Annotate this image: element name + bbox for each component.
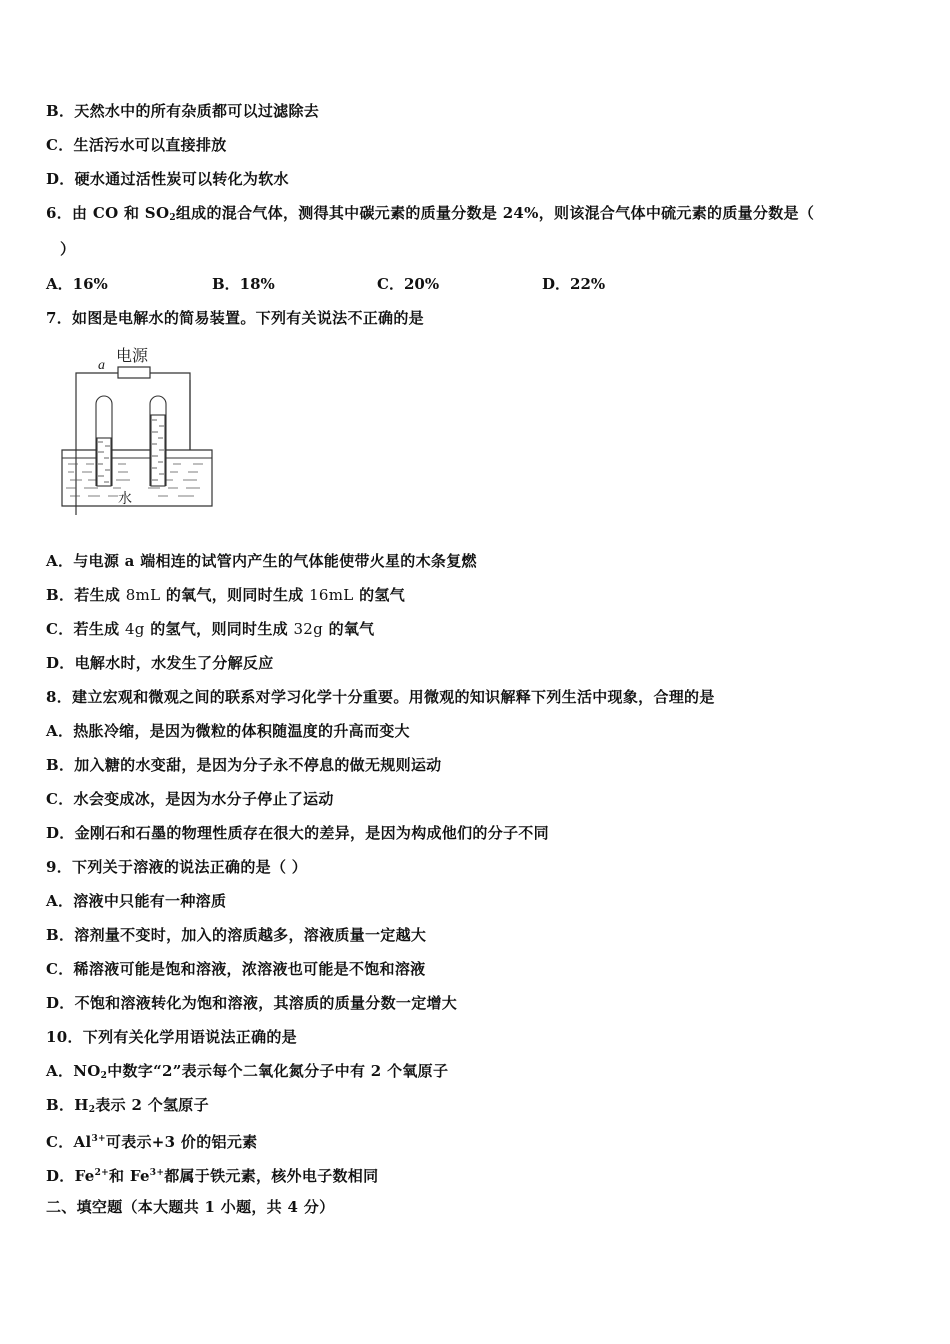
q10-option-b: B．$H_2$表示 2 个氢原子 [46, 1096, 209, 1115]
water-hatching [66, 464, 203, 496]
q7-option-c: C．若生成 4g 的氢气，则同时生成 32g 的氧气 [46, 620, 375, 638]
q7-option-a: A．与电源 a 端相连的试管内产生的气体能使带火星的木条复燃 [46, 552, 477, 570]
q8-option-a: A．热胀冷缩，是因为微粒的体积随温度的升高而变大 [46, 722, 410, 740]
q6-option-a: A．16% [46, 275, 108, 293]
q10-stem: 10．下列有关化学用语说法正确的是 [46, 1028, 297, 1046]
q5-option-b: B．天然水中的所有杂质都可以过滤除去 [46, 102, 320, 120]
test-tube-right [150, 396, 166, 486]
q7-stem: 7．如图是电解水的简易装置。下列有关说法不正确的是 [46, 309, 424, 327]
water-label: 水 [118, 491, 132, 507]
q6-option-c: C．20% [377, 275, 440, 293]
power-source-box [118, 367, 150, 378]
q8-option-c: C．水会变成冰，是因为水分子停止了运动 [46, 790, 334, 808]
q6-option-d: D．22% [542, 275, 606, 293]
q10-option-a: A．$NO_2$中数字“2”表示每个二氧化氮分子中有 2 个氧原子 [46, 1062, 449, 1081]
q8-option-d: D．金刚石和石墨的物理性质存在很大的差异，是因为构成他们的分子不同 [46, 824, 549, 842]
q9-option-c: C．稀溶液可能是饱和溶液，浓溶液也可能是不饱和溶液 [46, 960, 426, 978]
q8-option-b: B．加入糖的水变甜，是因为分子永不停息的做无规则运动 [46, 756, 442, 774]
q9-option-a: A．溶液中只能有一种溶质 [46, 892, 227, 910]
q9-option-b: B．溶剂量不变时，加入的溶质越多，溶液质量一定越大 [46, 926, 427, 944]
q8-stem: 8．建立宏观和微观之间的联系对学习化学十分重要。用微观的知识解释下列生活中现象，合理的是 [46, 688, 715, 706]
q6-option-b: B．18% [212, 275, 275, 293]
q7-option-b: B．若生成 8mL 的氧气，则同时生成 16mL 的氢气 [46, 586, 406, 604]
power-source-label: 电源 [116, 346, 149, 365]
test-tube-left [96, 396, 112, 486]
q5-option-d: D．硬水通过活性炭可以转化为软水 [46, 170, 289, 188]
section-2-title: 二、填空题（本大题共 1 小题，共 4 分） [46, 1198, 335, 1216]
q5-option-c: C．生活污水可以直接排放 [46, 136, 227, 154]
q6-stem: 6．由 CO 和 $SO_2$组成的混合气体，测得其中碳元素的质量分数是 24%，则该混合气体中硫元素的质量分数是（ [46, 204, 815, 223]
electrolysis-apparatus-figure [58, 340, 218, 515]
terminal-label-a: a [98, 358, 105, 373]
q9-option-d: D．不饱和溶液转化为饱和溶液，其溶质的质量分数一定增大 [46, 994, 458, 1012]
q6-stem-close: ） [60, 240, 76, 258]
q9-stem: 9．下列关于溶液的说法正确的是（ ） [46, 858, 308, 876]
q7-option-d: D．电解水时，水发生了分解反应 [46, 654, 274, 672]
q10-option-d: D．$Fe^{2+}$和 $Fe^{3+}$都属于铁元素，核外电子数相同 [46, 1167, 379, 1185]
q10-option-c: C．$Al^{3+}$可表示+3 价的铝元素 [46, 1133, 258, 1151]
